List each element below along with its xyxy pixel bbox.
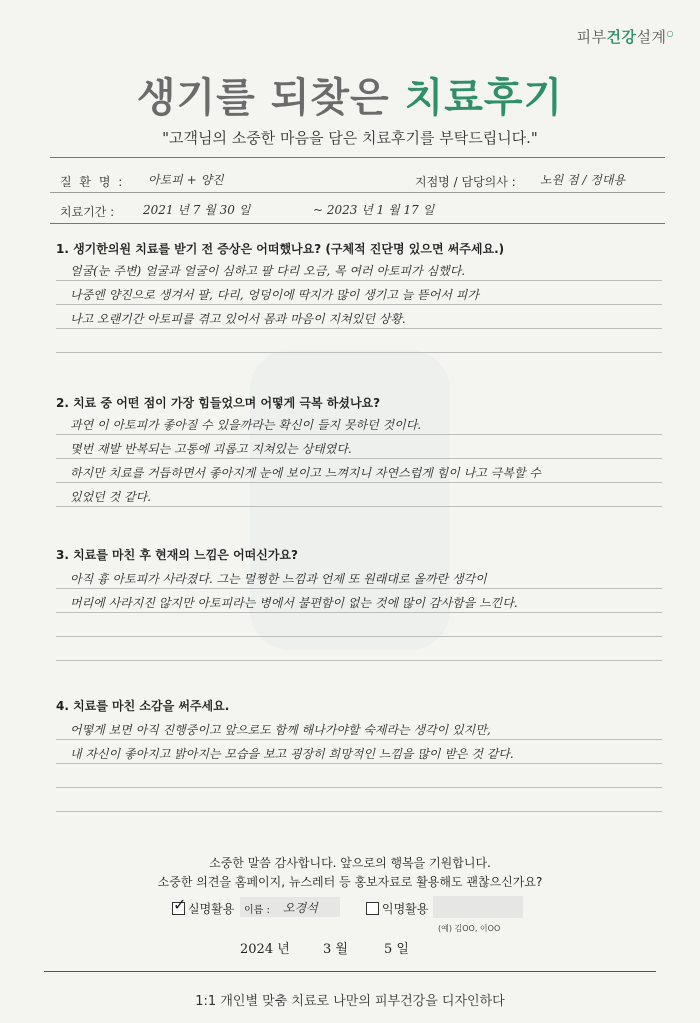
title-part-1: 생기를 되찾은 [136,75,405,121]
footer-divider [44,971,656,972]
real-name-label: 실명활용 [188,902,235,916]
date-day: 5 일 [384,942,409,957]
page-subtitle: "고객님의 소중한 마음을 담은 치료후기를 부탁드립니다." [162,129,538,147]
period-start: 2021 년 7 월 30 일 [143,203,251,217]
brand-suffix: 설계 [636,28,667,46]
question-1-answer-line: 나중엔 양진으로 생겨서 팔, 다리, 엉덩이에 딱지가 많이 생기고 늘 뜯어서 피가 [70,288,479,302]
answer-rule [56,660,662,661]
answer-rule [56,612,662,613]
period-end: ~ 2023 년 1 월 17 일 [313,203,435,217]
divider [50,223,665,224]
answer-rule [56,739,662,740]
name-example: (예) 김OO, 이OO [438,924,501,933]
question-1-title: 1. 생기한의원 치료를 받기 전 증상은 어떠했나요? (구체적 진단명 있으면 써주세요.) [56,242,505,256]
closing-thanks: 소중한 말씀 감사합니다. 앞으로의 행복을 기원합니다. [209,856,491,870]
name-value: 오경석 [283,901,318,915]
divider [50,157,665,158]
answer-rule [56,636,662,637]
question-4-title: 4. 치료를 마친 소감을 써주세요. [56,699,230,713]
question-2-answer-line: 하지만 치료를 거듭하면서 좋아지게 눈에 보이고 느껴지니 자연스럽게 힘이 나고 극복할 수 [70,466,541,480]
answer-rule [56,434,662,435]
answer-rule [56,588,662,589]
question-4-answer-line: 내 자신이 좋아지고 밝아지는 모습을 보고 굉장히 희망적인 느낌을 많이 받은 것 같다. [70,747,514,761]
period-label: 치료기간 : [60,205,115,219]
brand-dot-icon: ○ [666,29,674,38]
date-month: 3 월 [323,942,348,957]
question-1-answer-line: 얼굴(눈 주변) 얼굴과 얼굴이 심하고 팔 다리 오금, 목 여러 아토피가 심했다. [70,264,466,278]
branch-label: 지점명 / 담당의사 : [415,175,516,189]
closing-consent-question: 소중한 의견을 홈페이지, 뉴스레터 등 홍보자료로 활용해도 괜찮으신가요? [157,875,543,889]
answer-rule [56,811,662,812]
brand-logo [577,26,674,47]
anonymous-checkbox[interactable] [366,902,379,915]
question-2-answer-line: 있었던 것 같다. [70,490,151,504]
answer-rule [56,482,662,483]
answer-rule [56,506,662,507]
question-2-answer-line: 몇번 재발 반복되는 고통에 괴롭고 지쳐있는 상태였다. [70,442,352,456]
question-4-answer-line: 어떻게 보면 아직 진행중이고 앞으로도 함께 해나가야할 숙제라는 생각이 있지만, [70,723,491,737]
divider [50,192,665,193]
answer-rule [56,304,662,305]
brand-accent: 건강 [606,28,637,46]
disease-label: 질 환 명 : [60,175,125,189]
answer-rule [56,352,662,353]
date-year: 2024 년 [240,942,290,957]
name-label: 이름 : [244,905,270,916]
question-2-answer-line: 과연 이 아토피가 좋아질 수 있을까라는 확신이 들지 못하던 것이다. [70,418,422,432]
answer-rule [56,458,662,459]
question-3-title: 3. 치료를 마친 후 현재의 느낌은 어떠신가요? [56,548,299,562]
title-part-2: 치료후기 [404,75,564,121]
question-1-answer-line: 나고 오랜기간 아토피를 겪고 있어서 몸과 마음이 지쳐있던 상황. [70,312,406,326]
anonymous-name-field[interactable] [433,896,523,918]
footer-slogan: 1:1 개인별 맞춤 치료로 나만의 피부건강을 디자인하다 [195,994,505,1009]
question-2-title: 2. 치료 중 어떤 점이 가장 힘들었으며 어떻게 극복 하셨나요? [56,396,381,410]
question-3-answer-line: 머리에 사라지진 않지만 아토피라는 병에서 불편함이 없는 것에 많이 감사함을 느낀다. [70,596,518,610]
page-title [0,66,700,123]
anonymous-label: 익명활용 [382,902,429,916]
answer-rule [56,787,662,788]
answer-rule [56,280,662,281]
question-3-answer-line: 아직 흉 아토피가 사라졌다. 그는 멀쩡한 느낌과 언제 또 원래대로 올까란 생각이 [70,572,487,586]
answer-rule [56,763,662,764]
disease-value: 아토피 + 양진 [148,173,224,187]
answer-rule [56,328,662,329]
check-icon: ✓ [173,895,187,914]
branch-value: 노원 점 / 정대용 [540,173,626,187]
brand-prefix: 피부 [576,28,607,46]
